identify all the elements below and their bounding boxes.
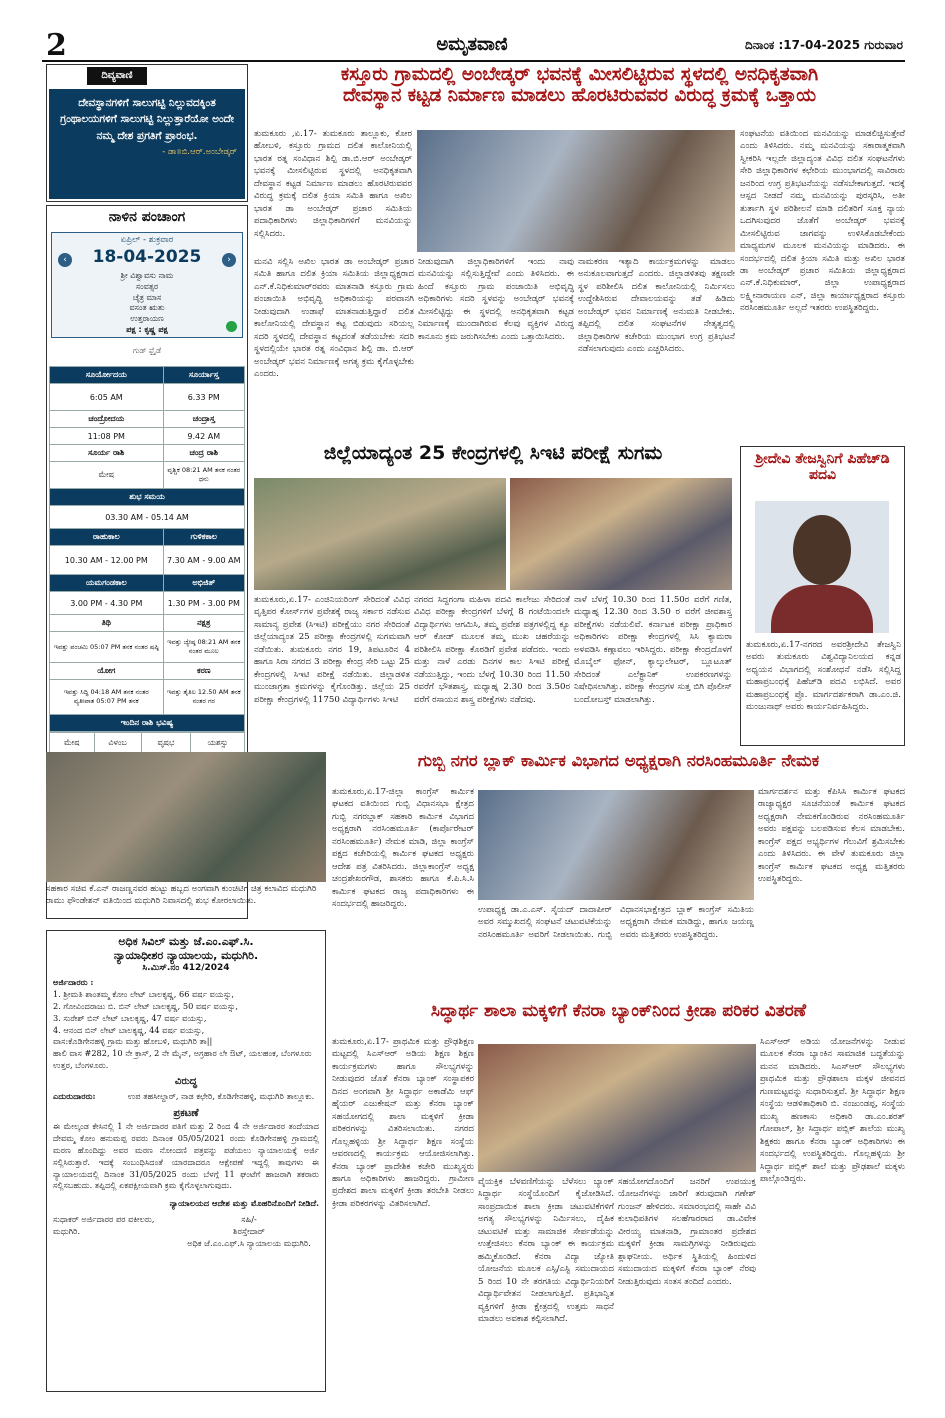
abhijit-value: 1.30 PM - 3.00 PM bbox=[163, 592, 244, 615]
gulika-value: 7.30 AM - 9.00 AM bbox=[163, 546, 244, 575]
story1-headline bbox=[254, 64, 905, 126]
yama-label: ಯಮಗಂಡಕಾಲ bbox=[50, 575, 164, 592]
story1-column-1 bbox=[254, 128, 412, 252]
notice-title: ಪ್ರಕಟಣೆ bbox=[173, 1108, 199, 1120]
page-number: 2 bbox=[46, 28, 67, 63]
legal-title-line2: ನ್ಯಾಯಾಧೀಶರ ನ್ಯಾಯಾಲಯ, ಮಧುಗಿರಿ. bbox=[113, 949, 259, 962]
calendar-detail: ಪಕ್ಷ : ಕೃಷ್ಣ ಪಕ್ಷ bbox=[126, 324, 168, 334]
calendar-detail: ಚೈತ್ರ ಮಾಸ bbox=[132, 292, 162, 302]
panchanga-calendar-card bbox=[51, 232, 243, 338]
respondent-label: ಎದುರುದಾರರು: bbox=[53, 1091, 96, 1102]
story3-headline: ಶ್ರೀದೇವಿ ತೇಜಸ್ವಿನಿಗೆ ಪಿಹೆಚ್‌ಡಿ ಪದವಿ bbox=[755, 451, 890, 484]
court-signature bbox=[179, 1214, 319, 1250]
story2-text: ನಗರದ ಸಿದ್ದಗಂಗಾ ಮಹಿಳಾ ಪದವಿ ಕಾಲೇಜು ಸೇರಿದಂತೆ ವಿವಿಧ ಪರೀಕ್ಷಾ ಕೇಂದ್ರಗಳಿಗೆ ಬೆಳಗ್ಗೆ 8 ಗಂಟೆಯಿಂದಲೇ ವಿದ್ಯಾರ್ಥಿಗಳು ಆಗಮಿಸಿ, ತಮ್ಮ ಪ್ರವೇಶ ಪತ್ರಗಳಲ್ಲಿದ್ದ ಕ್ಯೂ ಆರ್ ಕೋಡ್ ಮೂಲಕ ತಮ್ಮ ಮುಖ ಚಹರೆಯನ್ನು ಪರಿಶೀಲಿಸಿ ಪರೀಕ್ಷಾ ಕೊಠಡಿಗೆ ಪ್ರವೇಶ ಪಡೆದರು. ಇಂದು ಮತ್ತು ನಾಳೆ ಎರಡು ದಿನಗಳ ಕಾಲ ಸಿಇಟಿ ಪರೀಕ್ಷೆ ನಡೆಯುತ್ತಿದ್ದು, ಇಂದು ಬೆಳಗ್ಗೆ 10.30 ರಿಂದ 11.50 ರವರೆಗೆ ಭೌತಶಾಸ್ತ್ರ, ಮಧ್ಯಾಹ್ನ 2.30 ರಿಂದ 3.50ರ ವರೆಗೆ ರಸಾಯನ ಶಾಸ್ತ್ರ ಪರೀಕ್ಷೆಗಳು ನಡೆದವು. bbox=[414, 595, 570, 705]
shubha-label: ಶುಭ ಸಮಯ bbox=[50, 489, 245, 506]
whatsapp-icon bbox=[226, 321, 237, 332]
divyavani-quote-panel bbox=[49, 89, 245, 199]
story5-text: ಸಹಯೋಗದೊಂದಿಗೆ ಜನರಿಗೆ ಉಪಯುಕ್ತ ಯೋಜನೆಗಳನ್ನು ಜಾರಿಗೆ ತರುವುದಾಗಿ ಗಣೇಶ್ ಗುಂಜನ್ ಹೇಳಿದರು. ಸಮಾರಂಭದಲ್ಲಿ ಸಾಹೇ ವಿವಿ ಕುಲಾಧಿಪತಿಗಳ ಸಲಹೆಗಾರರಾದ ಡಾ.ವಿವೇಕ ವೀರಯ್ಯ ಮಾತನಾಡಿ, ಗ್ರಾಮಾಂತರ ಪ್ರದೇಶದ ಮಕ್ಕಳಿಗೆ ಕ್ರೀಡಾ ಸಾಮಗ್ರಿಗಳನ್ನು ನೀಡಿರುವುದು ಶ್ಲಾಘನೀಯ. ಅರ್ಥಿಕ ಸ್ಥಿತಿಯಲ್ಲಿ ಹಿಂದುಳಿದ ಸಮುದಾಯದ ಮಕ್ಕಳಿಗೆ ಕೆನರಾ ಬ್ಯಾಂಕ್ ನೆರವು ನೀಡುತ್ತಿರುವುದು ಸಂತಸ ತಂದಿದೆ ಎಂದರು. bbox=[618, 1177, 756, 1287]
calendar-detail: ಸಂವತ್ಸರ bbox=[135, 281, 159, 291]
rahu-label: ರಾಹುಕಾಲ bbox=[50, 529, 164, 546]
story4-photo bbox=[478, 790, 754, 900]
petitioner-line: 4. ಆನಂದ ಬಿನ್ ಲೇಟ್ ಬಾಲಕೃಷ್ಣ, 44 ವರ್ಷ ವಯಸ್ಸು, bbox=[53, 1024, 205, 1035]
yoga-value: ಇವತ್ತು ಸಿದ್ಧಿ 04:18 AM ತನಕ ನಂತರ ವ್ಯತೀಪಾತ 05:07 PM ತನಕ bbox=[50, 680, 164, 715]
chandra-rashi-label: ಚಂದ್ರ ರಾಶಿ bbox=[163, 445, 244, 462]
calendar-detail: ಉತ್ತರಾಯಣ bbox=[130, 314, 164, 324]
sunset-value: 6.33 PM bbox=[163, 384, 244, 411]
story5-headline: ಸಿದ್ಧಾರ್ಥ ಶಾಲಾ ಮಕ್ಕಳಿಗೆ ಕೆನರಾ ಬ್ಯಾಂಕ್‌ನಿಂದ ಕ್ರೀಡಾ ಪರಿಕರ ವಿತರಣೆ bbox=[430, 1002, 807, 1021]
story1-photo bbox=[417, 130, 735, 252]
birthday-photo bbox=[46, 752, 326, 882]
nakshatra-value: ಇವತ್ತು ಜ್ಯೇಷ್ಠ 08:21 AM ತನಕ ನಂತರ ಮೂಲ bbox=[163, 632, 244, 663]
yama-value: 3.00 PM - 4.30 PM bbox=[50, 592, 164, 615]
surya-rashi-value: ಮೇಷ bbox=[50, 462, 164, 489]
portrait-head bbox=[793, 515, 851, 585]
rashi-sign: ವೃಷಭ bbox=[141, 733, 191, 754]
story1-text: ನಾಮಕರಣ ಇತ್ಯಾದಿ ಕಾರ್ಯಕ್ರಮಗಳನ್ನು ಮಾಡಲು ಅನುಕೂಲವಾಗುತ್ತದೆ ಎಂದರು. ಜಿಲ್ಲಾಡಳಿತವು ತಕ್ಷಣವೇ ಸ್ಥಳ ಪರಿಶೀಲಿಸಿ ದಲಿತ ಕಾಲೋನಿಯಲ್ಲಿ ನಿರ್ಮಿಸಲು ಉದ್ದೇಶಿಸಿರುವ ದೇವಾಲಯವನ್ನು ತಡೆ ಹಿಡಿದು ಅಂಬೇಡ್ಕರ್ ಭವನ ನಿರ್ಮಾಣಕ್ಕೆ ಅನುಮತಿ ನೀಡಬೇಕು. ತಪ್ಪಿದಲ್ಲಿ ದಲಿತ ಸಂಘಟನೆಗಳ ನೇತೃತ್ವದಲ್ಲಿ ಜಿಲ್ಲಾಧಿಕಾರಿಗಳ ಕಚೇರಿಯ ಮುಂಭಾಗ ಉಗ್ರ ಪ್ರತಿಭಟನೆ ನಡೆಸಲಾಗುವುದು ಎಂದು ಎಚ್ಚರಿಸಿದರು. bbox=[578, 257, 735, 355]
moonrise-value: 11:08 PM bbox=[50, 428, 164, 445]
yoga-label: ಯೋಗ bbox=[50, 663, 164, 680]
portrait-body bbox=[771, 585, 873, 633]
divyavani-quote: ದೇವಸ್ಥಾನಗಳಿಗೆ ಸಾಲುಗಟ್ಟಿ ನಿಲ್ಲುವದಕ್ಕಿಂತ ಗ್ರಂಥಾಲಯಗಳಿಗೆ ಸಾಲುಗಟ್ಟಿ ನಿಲ್ಲುತ್ತಾರೆಯೋ ಅಂದೇ ನಮ್ಮ ದೇಶ ಪ್ರಗತಿಗೆ ಪ್ರಾರಂಭ. bbox=[60, 97, 234, 142]
notice-text: ಈ ಮೇಲ್ಕಂಡ ಕೇಸಿನಲ್ಲಿ 1 ನೇ ಅರ್ಜಿದಾರರ ಪತಿಗೆ ಮತ್ತು 2 ರಿಂದ 4 ನೇ ಅರ್ಜಿದಾರರ ತಂದೆಯಾದ ದೇವಮ್ಮ ಕೋಂ ಹನುಮಪ್ಪ ರವರು ದಿನಾಂಕ 05/05/2021 ರಂದು ಕೊಡಿಗೇನಹಳ್ಳಿ ಗ್ರಾಮದಲ್ಲಿ ಮರಣ ಹೊಂದಿದ್ದು ಅವರ ಮರಣ ನೋಂದಣಿ ಪತ್ರವನ್ನು ಪಡೆಯಲು ನ್ಯಾಯಾಲಯಕ್ಕೆ ಅರ್ಜಿ ಸಲ್ಲಿಸಿರುತ್ತಾರೆ. ಇದಕ್ಕೆ ಸಂಬಂಧಿಸಿದಂತೆ ಯಾರದಾದರೂ ಆಕ್ಷೇಪಣೆ ಇದ್ದಲ್ಲಿ ತಾವುಗಳು ಈ ನ್ಯಾಯಾಲಯದಲ್ಲಿ ದಿನಾಂಕ 31/05/2025 ರಂದು ಬೆಳಗ್ಗೆ 11 ಘಂಟೆಗೆ ಹಾಜರಾಗಿ ತಕರಾರು ಸಲ್ಲಿಸಬಹುದು. ತಪ್ಪಿದಲ್ಲಿ ಏಕಪಕ್ಷೀಯವಾಗಿ ಕ್ರಮ ಕೈಗೊಳ್ಳಲಾಗುವುದು. bbox=[53, 1121, 319, 1191]
petitioner-line: ಹಾಲಿ ವಾಸ #282, 10 ನೇ ಕ್ರಾಸ್, 2 ನೇ ಮೈನ್, ಅಗ್ರಹಾರ ಲೇ ಔಟ್, ಯಲಹಂಕ, ಬೆಂಗಳೂರು ಉತ್ತರ, ಬೆಂಗಳೂರು. bbox=[53, 1048, 312, 1071]
rashi-forecast: ವಿಳಂಬ bbox=[94, 733, 141, 754]
sunrise-value: 6:05 AM bbox=[50, 384, 164, 411]
sd: ಸಹಿ/- bbox=[241, 1214, 257, 1225]
story1-text: ತುಮಕೂರು ,ಏ.17- ತುಮಕೂರು ತಾಲ್ಲೂಕು, ಕೋರ ಹೋಬಳಿ, ಕಸ್ತೂರು ಗ್ರಾಮದ ದಲಿತ ಕಾಲೋನಿಯಲ್ಲಿ ಭಾರತ ರತ್ನ ಸಂವಿಧಾನ ಶಿಲ್ಪಿ ಡಾ.ಬಿ.ಆರ್ ಅಂಬೇಡ್ಕರ್ ಭವನಕ್ಕೆ ಮೀಸಲಿಟ್ಟಿರುವ ಸ್ಥಳದಲ್ಲಿ ಅನಧಿಕೃತವಾಗಿ ದೇವಸ್ಥಾನ ಕಟ್ಟಡ ನಿರ್ಮಾಣ ಮಾಡಲು ಹೊರಟಿರುವವರ ವಿರುದ್ಧ ಕ್ರಮಕ್ಕೆ ದಲಿತ ಕ್ರಿಯಾ ಸಮಿತಿ ಹಾಗೂ ಅಖಿಲ ಭಾರತ ಡಾ ಅಂಬೇಡ್ಕರ್ ಪ್ರಚಾರ ಸಮಿತಿಯ ಪದಾಧಿಕಾರಿಗಳು ಜಿಲ್ಲಾಧಿಕಾರಿಗಳಿಗೆ ಮನವಿಯನ್ನು ಸಲ್ಲಿಸಿದರು. bbox=[254, 129, 412, 239]
respondent-text: ಉಪ ತಹಸೀಲ್ದಾರ್, ನಾಡ ಕಛೇರಿ, ಕೊಡಿಗೇನಹಳ್ಳಿ, ಮಧುಗಿರಿ ತಾಲ್ಲೂಕು. bbox=[127, 1091, 315, 1102]
nakshatra-label: ನಕ್ಷತ್ರ bbox=[163, 615, 244, 632]
story5-text: ವೈಯಕ್ತಿಕ ಬೆಳವಣಿಗೆಯನ್ನು ಬೆಳೆಸಲು ಬ್ಯಾಂಕ್ ಸಿದ್ಧಾರ್ಥ ಸಂಸ್ಥೆಯೊಂದಿಗೆ ಕೈಜೋಡಿಸಿದೆ. ಸಾಂಪ್ರದಾಯಿಕ ಶಾಲಾ ಕ್ರೀಡಾ ಚಟುವಟಿಕೆಗಳಿಗೆ ಅಗತ್ಯ ಸೌಲಭ್ಯಗಳನ್ನು ನಿರ್ಮಿಸಲು, ದೈಹಿಕ ಚಟುವಟಿಕೆ ಮತ್ತು ಸಾಮಾಜಿಕ ಸೇರ್ಪಡೆಯನ್ನು ಉತ್ತೇಜಿಸಲು ಕೆನರಾ ಬ್ಯಾಂಕ್ ಈ ಕಾರ್ಯಕ್ರಮ ಹಮ್ಮಿಕೊಂಡಿದೆ. ಕೆನರಾ ವಿದ್ಯಾ ಜ್ಯೋತಿ ಯೋಜನೆಯ ಮೂಲಕ ಎಸ್ಸಿ/ಎಸ್ಟಿ ಸಮುದಾಯದ 5 ರಿಂದ 10 ನೇ ತರಗತಿಯ ವಿದ್ಯಾರ್ಥಿನಿಯರಿಗೆ ವಿದ್ಯಾರ್ಥಿವೇತನ ನೀಡಲಾಗುತ್ತಿದೆ. ಪ್ರತಿಭಾನ್ವಿತ ವ್ಯಕ್ತಿಗಳಿಗೆ ಕ್ರೀಡಾ ಕ್ಷೇತ್ರದಲ್ಲಿ ಉತ್ತಮ ಸಾಧನೆ ಮಾಡಲು ಅವಕಾಶ ಕಲ್ಪಿಸಲಾಗಿದೆ. bbox=[478, 1177, 614, 1324]
calendar-details bbox=[52, 271, 242, 336]
story4-text: ಮಾರ್ಗದರ್ಶನ ಮತ್ತು ಕೆಪಿಸಿಸಿ ಕಾರ್ಮಿಕ ಘಟಕದ ರಾಜ್ಯಾಧ್ಯಕ್ಷರ ಸೂಚನೆಯಂತೆ ಕಾರ್ಮಿಕ ಘಟಕದ ಅಧ್ಯಕ್ಷರಾಗಿ ನೇಮಕಗೊಂಡಿರುವ ನರಸಿಂಹಮೂರ್ತಿ ಅವರು ಪಕ್ಷವನ್ನು ಬಲಪಡಿಸುವ ಕೆಲಸ ಮಾಡಬೇಕು. ಕಾಂಗ್ರೆಸ್ ಪಕ್ಷದ ಅಭ್ಯರ್ಥಿಗಳ ಗೆಲುವಿಗೆ ಶ್ರಮಿಸಬೇಕು ಎಂದು ತಿಳಿಸಿದರು. ಈ ವೇಳೆ ತುಮಕೂರು ಜಿಲ್ಲಾ ಕಾಂಗ್ರೆಸ್ ಕಾರ್ಮಿಕ ಘಟಕದ ಅಧ್ಯಕ್ಷ ಮತ್ತಿತರರು ಉಪಸ್ಥಿತರಿದ್ದರು. bbox=[758, 787, 905, 885]
story2-text: ತುಮಕೂರು,ಏ.17- ಎಂಜಿನಿಯರಿಂಗ್ ಸೇರಿದಂತೆ ವಿವಿಧ ವೃತ್ತಿಪರ ಕೋರ್ಸ್‌ಗಳ ಪ್ರವೇಶಕ್ಕೆ ರಾಜ್ಯ ಸರ್ಕಾರ ನಡೆಸುವ ಸಾಮಾನ್ಯ ಪ್ರವೇಶ (ಸಿಇಟಿ) ಪರೀಕ್ಷೆಯು ನಗರ ಸೇರಿದಂತೆ ಜಿಲ್ಲೆಯಾದ್ಯಂತ 25 ಪರೀಕ್ಷಾ ಕೇಂದ್ರಗಳಲ್ಲಿ ಸುಗಮವಾಗಿ ನಡೆಯಿತು. ತುಮಕೂರು ನಗರ 19, ತಿಪಟೂರಿನ 4 ಹಾಗೂ ಸಿರಾ ನಗರದ 3 ಪರೀಕ್ಷಾ ಕೇಂದ್ರ ಸೇರಿ ಒಟ್ಟು 25 ಕೇಂದ್ರಗಳಲ್ಲಿ ಸಿಇಟಿ ಪರೀಕ್ಷೆ ನಡೆಯಿತು. ಜಿಲ್ಲಾಡಳಿತ ಮುಂಜಾಗ್ರತಾ ಕ್ರಮಗಳನ್ನು ಕೈಗೊಂಡಿತ್ತು. ಜಿಲ್ಲೆಯ 25 ಪರೀಕ್ಷಾ ಕೇಂದ್ರಗಳಲ್ಲಿ 11750 ವಿದ್ಯಾರ್ಥಿಗಳು ಸಿಇಟಿ bbox=[254, 595, 410, 705]
divyavani-box bbox=[46, 64, 248, 202]
story2-text: ನಾಳೆ ಬೆಳಗ್ಗೆ 10.30 ರಿಂದ 11.50ರ ವರೆಗೆ ಗಣಿತ, ಮಧ್ಯಾಹ್ನ 12.30 ರಿಂದ 3.50 ರ ವರೆಗೆ ಜೀವಶಾಸ್ತ್ರ ಪರೀಕ್ಷೆಗಳು ನಡೆಯಲಿವೆ. ಕರ್ನಾಟಕ ಪರೀಕ್ಷಾ ಪ್ರಾಧಿಕಾರ ಅಧಿಕಾರಿಗಳು ಪರೀಕ್ಷಾ ಕೇಂದ್ರಗಳಲ್ಲಿ ಸಿಸಿ ಕ್ಯಾಮರಾ ಅಳವಡಿಸಿ ಕಣ್ಗಾವಲು ಇರಿಸಿದ್ದರು. ಪರೀಕ್ಷಾ ಕೇಂದ್ರದೊಳಗೆ ಮೊಬೈಲ್ ಫೋನ್, ಕ್ಯಾಲ್ಕುಲೇಟರ್, ಬ್ಲೂಟೂತ್ ಸೇರಿದಂತೆ ಎಲೆಕ್ಟ್ರಾನಿಕ್ ಉಪಕರಣಗಳನ್ನು ನಿಷೇಧಿಸಲಾಗಿತ್ತು. ಪರೀಕ್ಷಾ ಕೇಂದ್ರಗಳ ಸುತ್ತ ಬಿಗಿ ಪೊಲೀಸ್ ಬಂದೋಬಸ್ತ್ ಮಾಡಲಾಗಿತ್ತು. bbox=[574, 595, 732, 705]
story1-column-1b bbox=[254, 256, 414, 438]
rashi-sign: ಮೇಷ bbox=[50, 733, 95, 754]
story1-text: ನೀಡುವುದಾಗಿ ಜಿಲ್ಲಾಧಿಕಾರಿಗಳಿಗೆ ಇಂದು ನಾವು ಮನವಿಯನ್ನು ಸಲ್ಲಿಸುತ್ತಿದ್ದೇವೆ ಎಂದು ತಿಳಿಸಿದರು. ಈ ಹಿಂದೆ ಕಸ್ತೂರು ಗ್ರಾಮ ಪಂಚಾಯಿತಿ ಅಭಿವೃದ್ಧಿ ಅಧಿಕಾರಿಗಳು ಸದರಿ ಸ್ಥಳವನ್ನು ಅಂಬೇಡ್ಕರ್ ಭವನಕ್ಕೆ ಮೀಸಲಿಟ್ಟಿದ್ದು ಈ ಸ್ಥಳದಲ್ಲಿ ಅನಧಿಕೃತವಾಗಿ ಕಟ್ಟಡ ನಿರ್ಮಾಣಕ್ಕೆ ಮುಂದಾಗಿರುವ ಕೆಲವು ವ್ಯಕ್ತಿಗಳ ವಿರುದ್ಧ ಕಾನೂನು ಕ್ರಮ ಜರುಗಿಸಬೇಕು ಎಂದು ಒತ್ತಾಯಿಸಿದರು. bbox=[418, 257, 574, 342]
festival-line: ಗುಡ್ ಫ್ರೈಡೆ bbox=[132, 346, 162, 355]
calendar-month-day: ಏಪ್ರಿಲ್ - ಶುಕ್ರವಾರ bbox=[120, 235, 174, 245]
tithi-label: ತಿಥಿ bbox=[50, 615, 164, 632]
petitioner-label: ಅರ್ಜಿದಾರರು : bbox=[53, 977, 94, 987]
story4-column-2 bbox=[478, 904, 754, 996]
story2-headline: ಜಿಲ್ಲೆಯಾದ್ಯಂತ 25 ಕೇಂದ್ರಗಳಲ್ಲಿ ಸಿಇಟಿ ಪರೀಕ್ಷೆ ಸುಗಮ bbox=[323, 443, 663, 464]
legal-title-line1: ಅಧಿಕ ಸಿವಿಲ್ ಮತ್ತು ಜೆ.ಎಂ.ಎಫ್.ಸಿ. bbox=[118, 935, 254, 948]
story5-column-2 bbox=[478, 1176, 614, 1392]
story1-column-3 bbox=[578, 256, 735, 438]
petitioner-line: 3. ಸುರೇಶ್ ಬಿನ್ ಲೇಟ್ ಬಾಲಕೃಷ್ಣ, 47 ವರ್ಷ ವಯಸ್ಸು, bbox=[53, 1012, 207, 1023]
tithi-value: ಇವತ್ತು ಪಂಚಮಿ 05:07 PM ತನಕ ನಂತರ ಷಷ್ಠಿ bbox=[50, 632, 164, 663]
story2-column-1 bbox=[254, 594, 410, 744]
story1-headline-line1: ಕಸ್ತೂರು ಗ್ರಾಮದಲ್ಲಿ ಅಂಬೇಡ್ಕರ್ ಭವನಕ್ಕೆ ಮೀಸಲಿಟ್ಟಿರುವ ಸ್ಥಳದಲ್ಲಿ ಅನಧಿಕೃತವಾಗಿ bbox=[340, 64, 819, 85]
karana-label: ಕರಣ bbox=[163, 663, 244, 680]
moonset-label: ಚಂದ್ರಾಸ್ತ bbox=[163, 411, 244, 428]
legal-signature bbox=[53, 1214, 319, 1250]
petitioner-line: 2. ಗೋವಿಂದರಾಜು ಬಿ. ಬಿನ್ ಲೇಟ್ ಬಾಲಕೃಷ್ಣ, 50 ವರ್ಷ ವಯಸ್ಸು, bbox=[53, 1000, 238, 1011]
legal-notice-box bbox=[46, 930, 326, 1392]
masthead: ಅಮೃತವಾಣಿ bbox=[436, 34, 508, 55]
order-line: ನ್ಯಾಯಾಲಯದ ಆದೇಶ ಮತ್ತು ಮೊಹರಿನೊಂದಿಗೆ ನೀಡಿದೆ. bbox=[169, 1198, 319, 1209]
calendar-nav-next[interactable]: › bbox=[222, 253, 236, 267]
story1-text: ಸಂಘಟನೆಯ ವತಿಯಿಂದ ಮನವಿಯನ್ನು ಮಾಡಲಿಚ್ಚಿಸುತ್ತೇವೆ ಎಂದು ತಿಳಿಸಿದರು. ನಮ್ಮ ಮನವಿಯನ್ನು ಸಕಾರಾತ್ಮಕವಾಗಿ ಸ್ವೀಕರಿಸಿ ಇಲ್ಲದೇ ಜಿಲ್ಲಾದ್ಯಂತ ವಿವಿಧ ದಲಿತ ಸಂಘಟನೆಗಳು ಸೇರಿ ಜಿಲ್ಲಾಧಿಕಾರಿಗಳ ಕಛೇರಿಯ ಮುಂಭಾಗದಲ್ಲಿ ಸಾವಿರಾರು ಜನರಿಂದ ಉಗ್ರ ಪ್ರತಿಭಟನೆಯನ್ನು ನಡೆಸಬೇಕಾಗುತ್ತದೆ. ಇದಕ್ಕೆ ಆಸ್ಪದ ನೀಡದೆ ನಮ್ಮ ಮನವಿಯನ್ನು ಪುರಸ್ಕರಿಸಿ, ಅತೀ ತುರ್ತಾಗಿ ಸ್ಥಳ ಪರಿಶೀಲನೆ ಮಾಡಿ ದಲಿತರಿಗೆ ಸೂಕ್ತ ನ್ಯಾಯ ಒದಗಿಸುವುದರ ಜೊತೆಗೆ ಅಂಬೇಡ್ಕರ್ ಭವನಕ್ಕೆ ಮೀಸಲಿಟ್ಟಿರುವ ಜಾಗವನ್ನು ಉಳಿಸಿಕೊಡಬೇಕೆಂದು ಮಾಧ್ಯಮಗಳ ಮೂಲಕ ಮನವಿಯನ್ನು ಮಾಡಿದರು. ಈ ಸಂದರ್ಭದಲ್ಲಿ ದಲಿತ ಕ್ರಿಯಾ ಸಮಿತಿ ಮತ್ತು ಅಖಿಲ ಭಾರತ ಡಾ ಅಂಬೇಡ್ಕರ್ ಪ್ರಚಾರ ಸಮಿತಿಯ ಜಿಲ್ಲಾಧ್ಯಕ್ಷರಾದ ಎನ್.ಕೆ.ನಿಧಿಕುಮಾರ್, ಜಿಲ್ಲಾ ಉಪಾಧ್ಯಕ್ಷರಾದ ಲಕ್ಷ್ಮೀನಾರಾಯಣ ಎನ್, ಜಿಲ್ಲಾ ಕಾರ್ಯಾಧ್ಯಕ್ಷರಾದ ಕಸ್ತೂರು ನರಸಿಂಹಮೂರ್ತಿ ಅಲ್ಲದೆ ಇತರರು ಉಪಸ್ಥಿತರಿದ್ದರು. bbox=[740, 129, 905, 314]
moonrise-label: ಚಂದ್ರೋದಯ bbox=[50, 411, 164, 428]
sunset-label: ಸೂರ್ಯಾಸ್ತ bbox=[163, 367, 244, 384]
legal-case-number: ಸಿ.ಮಿಸ್.ನಂ 412/2024 bbox=[142, 963, 230, 973]
shubha-value: 03.30 AM - 05.14 AM bbox=[50, 506, 245, 529]
story5-text: ಸಿಎಸ್‌ಆರ್ ಅಡಿಯ ಯೋಜನೆಗಳನ್ನು ನೀಡುವ ಮೂಲಕ ಕೆನರಾ ಬ್ಯಾಂಕಿನ ಸಾಮಾಜಿಕ ಬದ್ಧತೆಯನ್ನು ಮನನ ಮಾಡಿದರು. ಸಿಎಸ್‌ಆರ್ ಸೌಲಭ್ಯಗಳು ಪ್ರಾಥಮಿಕ ಮತ್ತು ಪ್ರೌಢಶಾಲಾ ಮಕ್ಕಳ ಜೀವನದ ಗುಣಮಟ್ಟವನ್ನು ಸುಧಾರಿಸುತ್ತವೆ. ಶ್ರೀ ಸಿದ್ಧಾರ್ಥ ಶಿಕ್ಷಣ ಸಂಸ್ಥೆಯ ಆಡಳಿತಾಧಿಕಾರಿ ಬಿ. ನಂಜುಂಡಪ್ಪ, ಸಂಸ್ಥೆಯ ಮುಖ್ಯ ಹಣಕಾಸು ಅಧಿಕಾರಿ ಡಾ.ಎಂ.ಶರತ್ ಗೋಪಾಲ್, ಶ್ರೀ ಸಿದ್ಧಾರ್ಥ ಪಬ್ಲಿಕ್ ಶಾಲೆಯ ಮುಖ್ಯ ಶಿಕ್ಷಕರು ಹಾಗೂ ಕೆನರಾ ಬ್ಯಾಂಕ್ ಅಧಿಕಾರಿಗಳು ಈ ಸಂದರ್ಭದಲ್ಲಿ ಉಪಸ್ಥಿತರಿದ್ದರು. ಗೊಲ್ಲಹಳ್ಳಿಯ ಶ್ರೀ ಸಿದ್ಧಾರ್ಥ ಪಬ್ಲಿಕ್ ಶಾಲೆ ಮತ್ತು ಪ್ರೌಢಶಾಲೆ ಮಕ್ಕಳು ಪಾಲ್ಗೊಂಡಿದ್ದರು. bbox=[760, 1037, 905, 1184]
petitioner-line: 1. ಶ್ರೀಮತಿ ಶಾಂತಮ್ಮ ಕೋಂ ಲೇಟ್ ಬಾಲಕೃಷ್ಣ, 66 ವರ್ಷ ವಯಸ್ಸು, bbox=[53, 988, 235, 999]
story4-column-3 bbox=[758, 786, 905, 996]
rahu-value: 10.30 AM - 12.00 PM bbox=[50, 546, 164, 575]
abhijit-label: ಅಭಿಜಿತ್ bbox=[163, 575, 244, 592]
story5-text: ತುಮಕೂರು,ಏ.17- ಪ್ರಾಥಮಿಕ ಮತ್ತು ಪ್ರೌಢಶಿಕ್ಷಣ ಮಟ್ಟದಲ್ಲಿ ಸಿಎಸ್‌ಆರ್ ಅಡಿಯ ಶಿಕ್ಷಣ ಶಿಕ್ಷಣ ಕಾರ್ಯಕ್ರಮಗಳು ಹಾಗೂ ಸೌಲಭ್ಯಗಳನ್ನು ನೀಡುವುದರ ಜೊತೆ ಕೆನರಾ ಬ್ಯಾಂಕ್ ಸಂಸ್ಥಾಪಕರ ದಿನದ ಅಂಗವಾಗಿ ಶ್ರೀ ಸಿದ್ಧಾರ್ಥ ಅಕಾಡೆಮಿ ಆಫ್ ಹೈಯರ್ ಎಜುಕೇಷನ್ ಮತ್ತು ಕೆನರಾ ಬ್ಯಾಂಕ್ ಸಹಯೋಗದಲ್ಲಿ ಶಾಲಾ ಮಕ್ಕಳಿಗೆ ಕ್ರೀಡಾ ಪರಿಕರಗಳನ್ನು ವಿತರಿಸಲಾಯಿತು. ನಗರದ ಗೊಲ್ಲಹಳ್ಳಿಯ ಶ್ರೀ ಸಿದ್ಧಾರ್ಥ ಶಿಕ್ಷಣ ಸಂಸ್ಥೆಯ ಆವರಣದಲ್ಲಿ ಕಾರ್ಯಕ್ರಮ ಆಯೋಜಿಸಲಾಗಿತ್ತು. ಕೆನರಾ ಬ್ಯಾಂಕ್ ಪ್ರಾದೇಶಿಕ ಕಚೇರಿ ಮುಖ್ಯಸ್ಥರು ಹಾಗೂ ಅಧಿಕಾರಿಗಳು ಹಾಜರಿದ್ದರು. ಗ್ರಾಮೀಣ ಪ್ರದೇಶದ ಶಾಲಾ ಮಕ್ಕಳಿಗೆ ಕ್ರೀಡಾ ತರಬೇತಿ ನೀಡಲು ಕ್ರೀಡಾ ಪರಿಕರಗಳನ್ನು ವಿತರಿಸಲಾಗಿದೆ. bbox=[332, 1037, 474, 1209]
story1-text: ಮನವಿ ಸಲ್ಲಿಸಿ ಅಖಿಲ ಭಾರತ ಡಾ ಅಂಬೇಡ್ಕರ್ ಪ್ರಚಾರ ಸಮಿತಿ ಹಾಗೂ ದಲಿತ ಕ್ರಿಯಾ ಸಮಿತಿಯ ಜಿಲ್ಲಾಧ್ಯಕ್ಷರಾದ ಎನ್.ಕೆ.ನಿಧಿಕುಮಾರ್‌ರವರು ಮಾತನಾಡಿ ಕಸ್ತೂರು ಗ್ರಾಮ ಪಂಚಾಯಿತಿ ಅಭಿವೃದ್ಧಿ ಅಧಿಕಾರಿಯನ್ನು ಪರವಾನಗಿ ನೀಡುವುದಾಗಿ ಉಡಾಫೆ ಮಾತನಾಡುತ್ತಿದ್ದಾರೆ ದಲಿತ ಕಾಲೋನಿಯಲ್ಲಿ ದೇವಸ್ಥಾನ ಕಟ್ಟ ಬಿಡುವುದು ಸರಿಯಲ್ಲ ಸದರಿ ಸ್ಥಳದಲ್ಲಿ ದೇವಸ್ಥಾನ ಕಟ್ಟದಂತೆ ತಡೆಯಬೇಕು ಸದರಿ ಸ್ಥಳದಲ್ಲಿಯೇ ಭಾರತ ರತ್ನ ಸಂವಿಧಾನ ಶಿಲ್ಪಿ ಡಾ. ಬಿ.ಆರ್ ಅಂಬೇಡ್ಕರ್ ಭವನ ನಿರ್ಮಾಣಕ್ಕೆ ಅಗತ್ಯ ಕ್ರಮ ಕೈಗೊಳ್ಳಬೇಕು ಎಂದರು. bbox=[254, 257, 414, 380]
story2-photo-2 bbox=[510, 478, 732, 590]
clerk: ಶಿರಸ್ತೇದಾರ್ bbox=[233, 1226, 265, 1237]
story4-column-1 bbox=[332, 786, 474, 932]
dateline: ದಿನಾಂಕ :17-04-2025 ಗುರುವಾರ bbox=[744, 38, 903, 52]
story1-column-4 bbox=[740, 128, 905, 439]
gulika-label: ಗುಳಿಕಕಾಲ bbox=[163, 529, 244, 546]
court-name: ಅಧಿಕ ಜೆ.ಎಂ.ಎಫ್.ಸಿ ನ್ಯಾಯಾಲಯ ಮಧುಗಿರಿ. bbox=[187, 1238, 311, 1249]
story4-headline: ಗುಬ್ಬಿ ನಗರ ಬ್ಲಾಕ್ ಕಾರ್ಮಿಕ ವಿಭಾಗದ ಅಧ್ಯಕ್ಷರಾಗಿ ನರಸಿಂಹಮೂರ್ತಿ ನೇಮಕ bbox=[417, 752, 820, 770]
rashi-row bbox=[50, 733, 245, 754]
story4-text: ತುಮಕೂರು,ಏ.17-ಜಿಲ್ಲಾ ಕಾಂಗ್ರೆಸ್ ಕಾರ್ಮಿಕ ಘಟಕದ ವತಿಯಿಂದ ಗುಬ್ಬಿ ವಿಧಾನಸಭಾ ಕ್ಷೇತ್ರದ ಗುಬ್ಬಿ ನಗರಬ್ಲಾಕ್ ಸಹಕಾರಿ ಕಾರ್ಮಿಕ ವಿಭಾಗದ ಅಧ್ಯಕ್ಷರಾಗಿ ನರಸಿಂಹಮೂರ್ತಿ (ಕಾರ್ಪೊರೇಟರ್ ನರಸಿಂಹಮೂರ್ತಿ) ನೇಮಕ ಮಾಡಿ, ಜಿಲ್ಲಾ ಕಾಂಗ್ರೆಸ್ ಪಕ್ಷದ ಕಚೇರಿಯಲ್ಲಿ ಕಾರ್ಮಿಕ ಘಟಕದ ಅಧ್ಯಕ್ಷರು ಆದೇಶ ಪತ್ರ ವಿತರಿಸಿದರು. ಜಿಲ್ಲಾಕಾಂಗ್ರೆಸ್ ಅಧ್ಯಕ್ಷ ಚಂದ್ರಶೇಖರಗೌಡ, ಶಾಸಕರು ಹಾಗೂ ಕೆ.ಪಿ.ಸಿ.ಸಿ ಕಾರ್ಮಿಕ ಘಟಕದ ರಾಜ್ಯ ಪದಾಧಿಕಾರಿಗಳು ಈ ಸಂದರ್ಭದಲ್ಲಿ ಹಾಜರಿದ್ದರು. bbox=[332, 787, 474, 910]
legal-versus: ವಿರುದ್ಧ bbox=[174, 1076, 198, 1088]
story4-text: ಉಪಾಧ್ಯಕ್ಷ ಡಾ.ಎ.ಎಸ್. ಸೈಯದ್ ದಾದಾಪೀರ್ ಅವರ ಸಮ್ಮುಖದಲ್ಲಿ ಸಂಘಟನೆ ಚಟುವಟಿಕೆಯನ್ನು ನರಸಿಂಹಮೂರ್ತಿ ಅವರಿಗೆ ನೀಡಲಾಯಿತು. ಗುಬ್ಬಿ ವಿಧಾನಸಭಾಕ್ಷೇತ್ರದ ಬ್ಲಾಕ್ ಕಾಂಗ್ರೆಸ್ ಸಮಿತಿಯ ಅಧ್ಯಕ್ಷರಾಗಿ ನೇಮಕ ಮಾಡಿದ್ದು, ಹಾಗೂ ಜಯಣ್ಣ ಅವರು ಮತ್ತಿತರರು ಉಪಸ್ಥಿತರಿದ್ದರು. bbox=[478, 905, 754, 940]
divyavani-author: - ಡಾ॥ಬಿ.ಆರ್.ಅಂಬೇಡ್ಕರ್ bbox=[162, 146, 237, 157]
advocate: ಸುಧಾಕರ್ ಅರ್ಜಿದಾರರ ಪರ ವಕೀಲರು, ಮಧುಗಿರಿ. bbox=[53, 1214, 155, 1237]
surya-rashi-label: ಸೂರ್ಯ ರಾಶಿ bbox=[50, 445, 164, 462]
sunrise-label: ಸೂರ್ಯೋದಯ bbox=[50, 367, 164, 384]
story2-column-2 bbox=[414, 594, 570, 744]
story3-text: ತುಮಕೂರು,ಏ.17-ನಗರದ ಅವರಶ್ರೀದೇವಿ ತೇಜಸ್ವಿನಿ ಅವರು ತುಮಕೂರು ವಿಶ್ವವಿದ್ಯಾನಿಲಯದ ಕನ್ನಡ ಅಧ್ಯಯನ ವಿಭಾಗದಲ್ಲಿ ಸಂಶೋಧನೆ ನಡೆಸಿ ಸಲ್ಲಿಸಿದ್ದ ಮಹಾಪ್ರಬಂಧಕ್ಕೆ ಪಿಹೆಚ್‌ಡಿ ಪದವಿ ಲಭಿಸಿದೆ. ಅವರ ಮಹಾಪ್ರಬಂಧಕ್ಕೆ ಪ್ರೊ. ಮಾರ್ಗದರ್ಶಕರಾಗಿ ಡಾ.ಎಂ.ಜಿ. ಮಂಜುನಾಥ್ ಅವರು ಕಾರ್ಯನಿರ್ವಹಿಸಿದ್ದರು. bbox=[746, 640, 901, 713]
story5-column-1 bbox=[332, 1036, 474, 1392]
story1-headline-line2: ದೇವಸ್ಥಾನ ಕಟ್ಟಡ ನಿರ್ಮಾಣ ಮಾಡಲು ಹೊರಟಿರುವವರ ವಿರುದ್ಧ ಕ್ರಮಕ್ಕೆ ಒತ್ತಾಯ bbox=[342, 85, 817, 107]
calendar-nav-prev[interactable]: ‹ bbox=[58, 253, 72, 267]
story3-portrait bbox=[755, 501, 889, 633]
karana-value: ಇವತ್ತು ತೈತಿಲ 12.50 AM ತನಕ ನಂತರ ಗರ bbox=[163, 680, 244, 715]
rashi-title: ಇಂದಿನ ರಾಶಿ ಭವಿಷ್ಯ bbox=[50, 715, 245, 732]
petitioner-line: ವಾಸ:ಕೊಡಿಗೇನಹಳ್ಳಿ ಗ್ರಾಮ ಮತ್ತು ಹೋಬಳಿ, ಮಧುಗಿರಿ ತಾ|| bbox=[53, 1036, 213, 1047]
panchanga-title: ನಾಳಿನ ಪಂಚಾಂಗ bbox=[108, 209, 186, 225]
chandra-rashi-value: ವೃಶ್ಚಿಕ 08:21 AM ತನಕ ನಂತರ ಧನು bbox=[163, 462, 244, 489]
story2-column-3 bbox=[574, 594, 732, 744]
story5-column-4 bbox=[760, 1036, 905, 1392]
rashi-forecast: ಯಶಸ್ಸು bbox=[191, 733, 245, 754]
page-header bbox=[42, 28, 905, 62]
calendar-detail: ಶ್ರೀ ವಿಶ್ವಾವಸು ನಾಮ bbox=[120, 271, 174, 280]
story1-column-2 bbox=[418, 256, 574, 438]
legal-respondent bbox=[53, 1091, 319, 1103]
divyavani-label: ದಿವ್ಯವಾಣಿ bbox=[87, 67, 147, 85]
story5-photo bbox=[478, 1044, 756, 1172]
moonset-value: 9.42 AM bbox=[163, 428, 244, 445]
story2-photo-1 bbox=[254, 478, 506, 590]
calendar-date: 18-04-2025 bbox=[92, 247, 202, 267]
legal-petitioners bbox=[53, 977, 319, 1072]
calendar-detail: ವಸಂತ ಋತು bbox=[129, 303, 165, 313]
story3-box bbox=[740, 446, 905, 746]
birthday-photo-caption: ಸಹಕಾರ ಸಚಿವ ಕೆ.ಎನ್ ರಾಜಣ್ಣನವರ ಹುಟ್ಟು ಹಬ್ಬದ ಅಂಗವಾಗಿ ಕುಂಚಿಟಿಗ ಚಿತ್ರ ಕಲಾವಿದ ಮಧುಗಿರಿ ರಾಮು ಫೌಂಡೇಶನ್ ವತಿಯಿಂದ ಮಧುಗಿರಿ ನಿವಾಸದಲ್ಲಿ ಶುಭ ಕೋರಲಾಯಿತು. bbox=[46, 884, 317, 906]
story5-column-3 bbox=[618, 1176, 756, 1392]
